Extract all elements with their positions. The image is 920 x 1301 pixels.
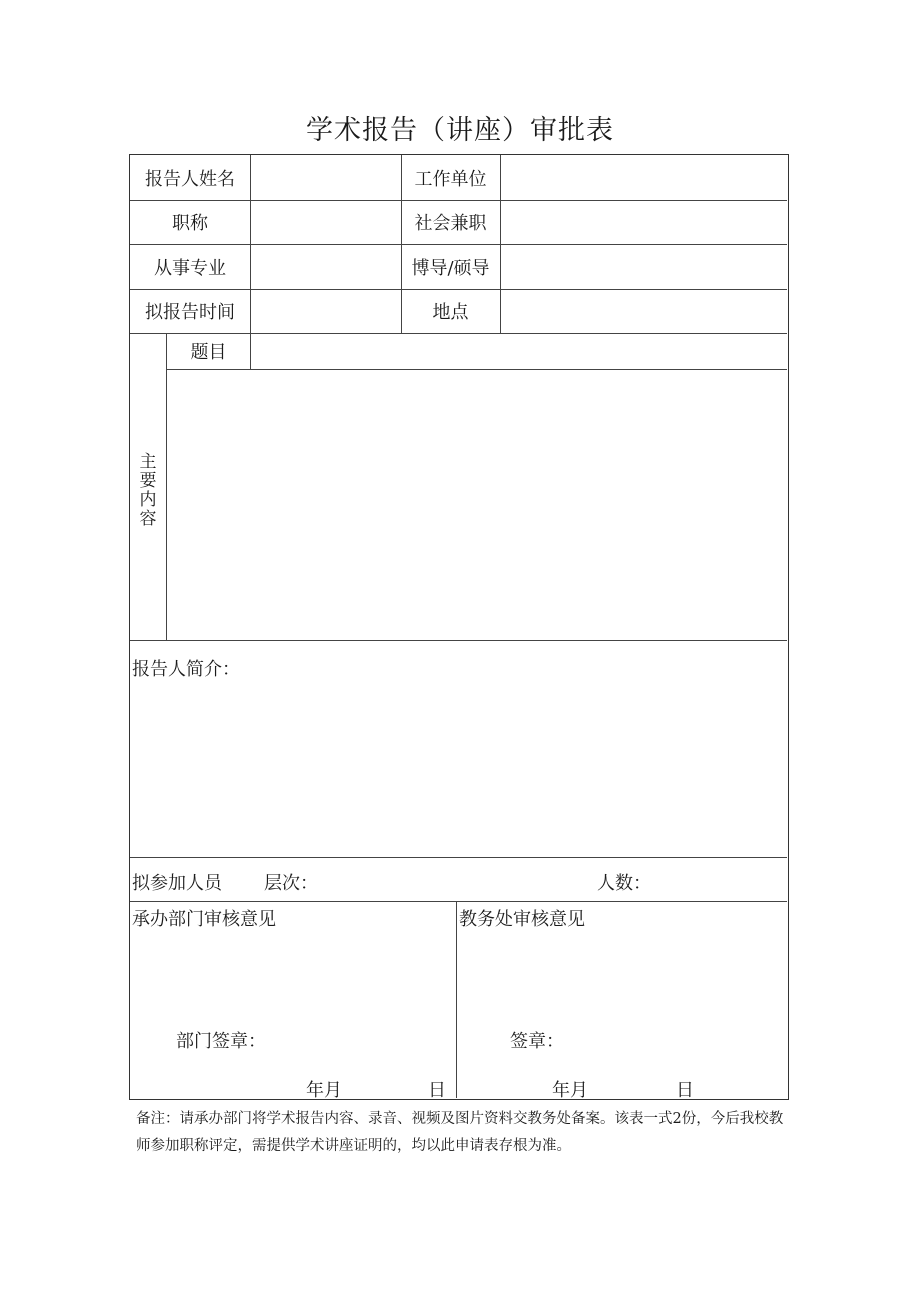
dept-signature-label: 部门签章： xyxy=(176,1031,266,1052)
location-field[interactable] xyxy=(501,289,787,333)
reporter-intro-area[interactable] xyxy=(130,680,787,857)
topic-field[interactable] xyxy=(251,333,787,369)
social-post-field[interactable] xyxy=(501,200,787,244)
attendee-level-label: 层次： xyxy=(264,873,318,894)
academic-signature-label: 签章： xyxy=(510,1031,564,1052)
row-divider xyxy=(130,640,787,641)
attendee-count-label: 人数： xyxy=(597,873,651,894)
supervisor-label: 博导/硕导 xyxy=(411,257,490,279)
approval-form-table xyxy=(129,154,789,1100)
social-post-label: 社会兼职 xyxy=(414,213,487,234)
major-label: 从事专业 xyxy=(154,257,226,279)
form-title: 学术报告（讲座）审批表 xyxy=(306,115,614,146)
col-divider xyxy=(456,901,457,1098)
dept-year-month-label: 年月 xyxy=(306,1080,342,1101)
work-unit-field[interactable] xyxy=(501,155,787,200)
main-content-area[interactable] xyxy=(167,370,787,640)
academic-review-heading: 教务处审核意见 xyxy=(459,909,585,930)
title-rank-label: 职称 xyxy=(172,213,208,234)
row-divider xyxy=(130,857,787,858)
row-divider xyxy=(130,901,787,902)
title-rank-field[interactable] xyxy=(251,200,401,244)
supervisor-field[interactable] xyxy=(501,244,787,289)
reporter-name-field[interactable] xyxy=(251,155,401,200)
reporter-name-label: 报告人姓名 xyxy=(145,168,235,190)
topic-label: 题目 xyxy=(190,342,227,363)
major-field[interactable] xyxy=(251,244,401,289)
attendees-label: 拟参加人员 xyxy=(132,873,222,894)
academic-day-label: 日 xyxy=(676,1080,694,1101)
academic-year-month-label: 年月 xyxy=(552,1080,588,1101)
dept-day-label: 日 xyxy=(428,1080,446,1101)
planned-time-field[interactable] xyxy=(251,289,401,333)
work-unit-label: 工作单位 xyxy=(414,168,487,190)
planned-time-label: 拟报告时间 xyxy=(145,302,235,323)
location-label: 地点 xyxy=(432,302,469,323)
reporter-intro-label: 报告人简介： xyxy=(132,659,240,680)
dept-review-heading: 承办部门审核意见 xyxy=(132,909,276,930)
footnote: 备注：请承办部门将学术报告内容、录音、视频及图片资料交教务处备案。该表一式2份，今后我校教师参加职称评定，需提供学术讲座证明的，均以此申请表存根为准。 xyxy=(136,1111,784,1154)
main-content-label: 主要内容 xyxy=(139,452,157,529)
